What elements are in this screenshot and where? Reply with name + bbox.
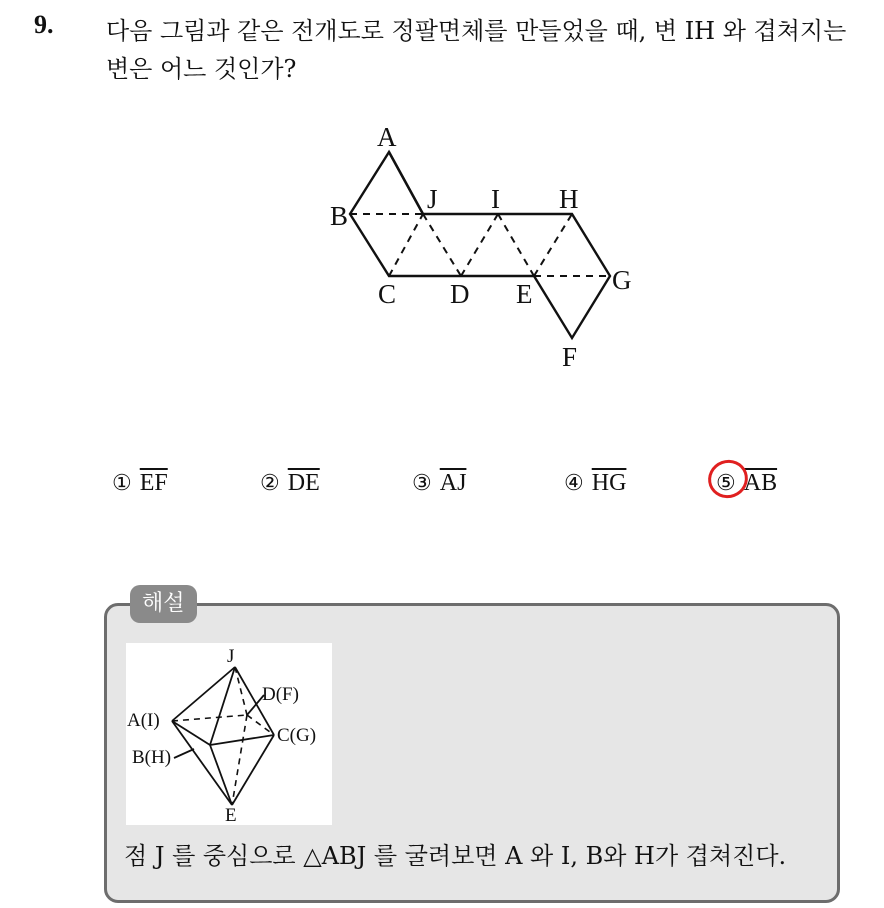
explanation-tab: 해설 [130,585,197,623]
choice-3[interactable] [412,466,466,506]
oct-label-e: E [225,805,237,825]
fold-e-h [534,214,572,276]
oct-label-cg: C(G) [277,725,317,746]
choice-1[interactable] [112,466,168,506]
vertex-label-i: I [491,184,500,214]
fold-i-e [498,214,534,276]
octahedron-figure [126,643,332,825]
choice-3-segment: $\overline{AJ}$ [439,470,467,496]
vertex-label-f: F [562,342,578,372]
vertex-label-c: C [378,279,397,309]
vertex-label-g: G [612,265,632,295]
vertex-label-a: A [377,122,397,152]
choice-5-segment: $\overline{AB}$ [743,470,778,496]
oct-label-df: D(F) [262,684,299,705]
choice-3-number: ③ [412,470,432,495]
choice-1-number: ① [112,470,132,495]
choice-2-segment: $\overline{DE}$ [287,470,320,496]
explanation-text: 점 J 를 중심으로 △ABJ 를 굴려보면 A 와 I, B와 H가 겹쳐진다. [124,842,787,870]
vertex-label-j: J [427,184,438,214]
question-number: 9. [34,10,54,39]
vertex-label-b: B [330,201,349,231]
oct-label-ai: A(I) [127,710,160,731]
fold-c-j [389,214,423,276]
vertex-label-d: D [450,279,470,309]
fold-j-d [423,214,461,276]
fold-d-i [461,214,498,276]
answer-circle-mark [703,454,754,503]
choice-2[interactable] [260,466,320,506]
net-line-a-j [389,152,423,214]
oct-label-bh: B(H) [132,747,172,768]
net-outline [350,152,610,338]
octahedron-net-figure [0,0,884,420]
choice-4-segment: $\overline{HG}$ [591,470,627,496]
answer-choices [112,466,852,506]
question-text: 다음 그림과 같은 전개도로 정팔면체를 만들었을 때, 변 IH 와 겹쳐지는 변은 어느 것인가? [106,17,847,83]
choice-5-number: ⑤ [716,470,736,495]
choice-5[interactable] [716,466,777,506]
vertex-label-h: H [559,184,579,214]
choice-1-segment: $\overline{EF}$ [139,470,168,496]
vertex-label-e: E [516,279,533,309]
choice-4-number: ④ [564,470,584,495]
choice-4[interactable] [564,466,626,506]
oct-label-j: J [227,646,235,667]
choice-2-number: ② [260,470,280,495]
